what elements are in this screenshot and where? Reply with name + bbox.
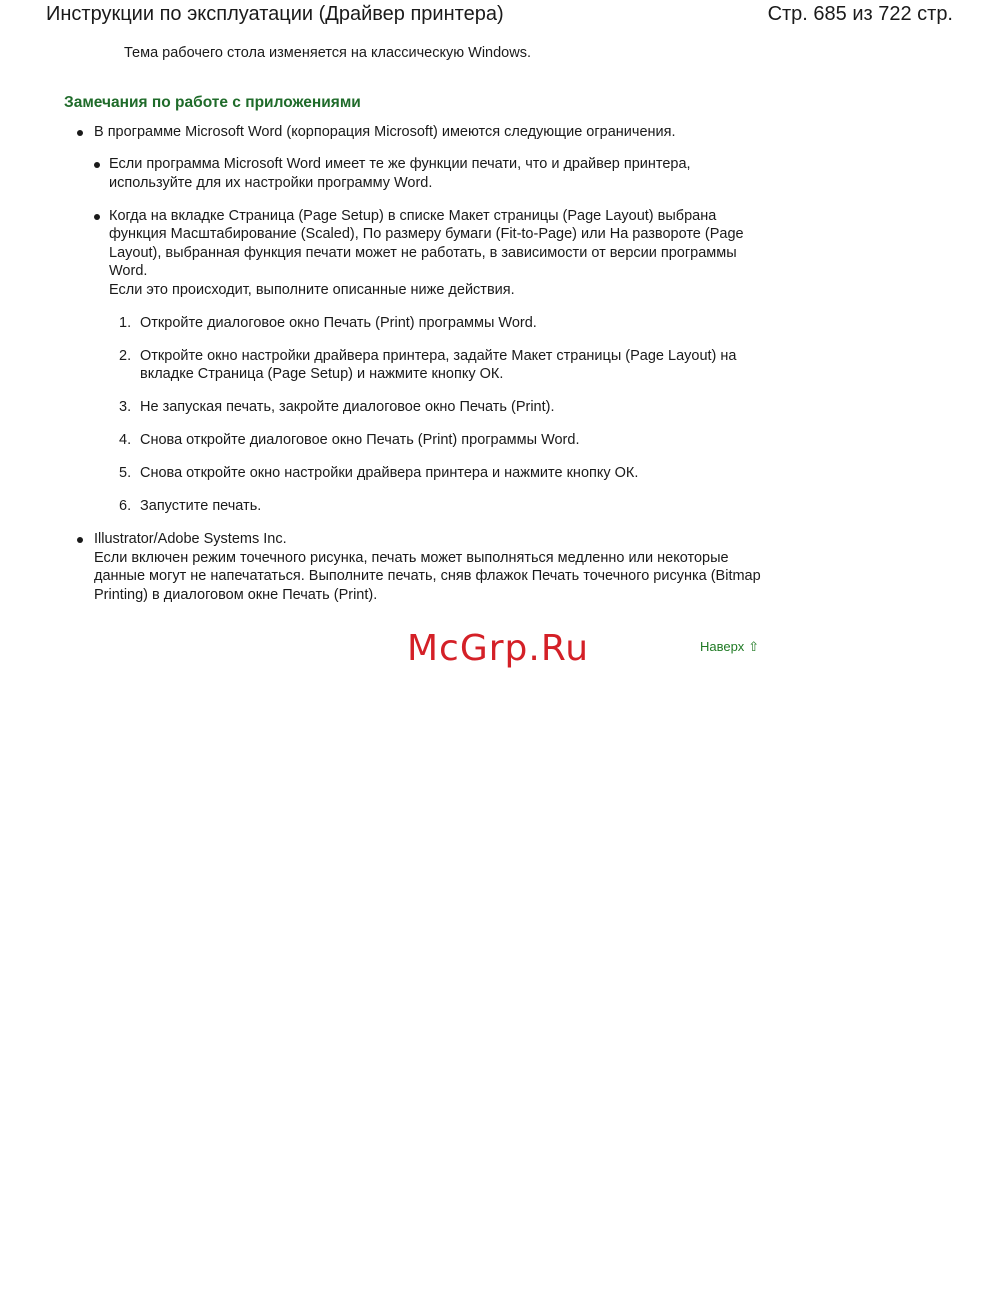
list-item — [64, 530, 764, 604]
watermark-logo: McGrp.Ru — [407, 628, 590, 669]
step-text: Не запуская печать, закройте диалоговое окно Печать (Print). — [140, 399, 555, 415]
item-detail: Если включен режим точечного рисунка, печать может выполняться медленно или некоторые данные могут не напечататься. Выполните печать, сняв флажок Печать точечного рисунка (Bitmap Printing) в диалоговом окне Печать (Print). — [94, 549, 761, 603]
step-item — [109, 314, 764, 333]
sub-item-text: Если программа Microsoft Word имеет те же функции печати, что и драйвер принтера, используйте для их настройки программу Word. — [109, 156, 691, 191]
step-number: 6. — [119, 498, 132, 514]
document-title: Инструкции по эксплуатации (Драйвер принтера) — [46, 3, 504, 25]
step-number: 2. — [119, 347, 132, 364]
main-content — [64, 44, 764, 604]
step-text: Запустите печать. — [140, 498, 262, 514]
step-item — [109, 347, 764, 384]
step-number: 1. — [119, 314, 132, 331]
step-text: Снова откройте диалоговое окно Печать (Print) программы Word. — [140, 432, 580, 448]
arrow-up-icon[interactable]: ⇧ — [748, 639, 760, 654]
item-text: В программе Microsoft Word (корпорация Microsoft) имеются следующие ограничения. — [94, 123, 676, 140]
back-to-top-link[interactable] — [700, 639, 759, 655]
step-number: 4. — [119, 432, 132, 448]
item-text: Illustrator/Adobe Systems Inc. — [94, 531, 287, 547]
step-number: 5. — [119, 465, 132, 481]
intro-text: Тема рабочего стола изменяется на классическую Windows. — [124, 45, 531, 61]
steps-list — [109, 314, 764, 516]
back-to-top-label[interactable]: Наверх — [700, 639, 745, 654]
step-item — [109, 398, 764, 417]
step-item — [109, 497, 764, 516]
bullet-icon — [77, 537, 83, 543]
step-text: Откройте окно настройки драйвера принтера, задайте Макет страницы (Page Layout) на вкладке Страница (Page Setup) и нажмите кнопку ОК. — [140, 347, 737, 382]
sub-item-text: Когда на вкладке Страница (Page Setup) в списке Макет страницы (Page Layout) выбрана функция Масштабирование (Scaled), По размеру бумаги (Fit-to-Page) или На развороте (Page Layout), выбранная функция печати может не работать, в зависимости от версии программы Word. — [109, 207, 744, 279]
section-title: Замечания по работе с приложениями — [64, 93, 361, 111]
step-text: Снова откройте окно настройки драйвера принтера и нажмите кнопку ОК. — [140, 465, 639, 481]
notes-list — [64, 123, 764, 605]
sub-list-item — [94, 155, 764, 192]
bullet-icon — [77, 130, 83, 136]
list-item — [64, 123, 764, 516]
step-number: 3. — [119, 399, 132, 415]
step-text: Откройте диалоговое окно Печать (Print) программы Word. — [140, 314, 537, 331]
bullet-icon — [94, 214, 100, 220]
bullet-icon — [94, 162, 100, 168]
sub-list — [94, 155, 764, 516]
step-item — [109, 464, 764, 483]
step-item — [109, 431, 764, 450]
sub-item-note: Если это происходит, выполните описанные ниже действия. — [109, 281, 515, 298]
page-indicator: Стр. 685 из 722 стр. — [767, 3, 953, 25]
sub-list-item — [94, 207, 764, 516]
